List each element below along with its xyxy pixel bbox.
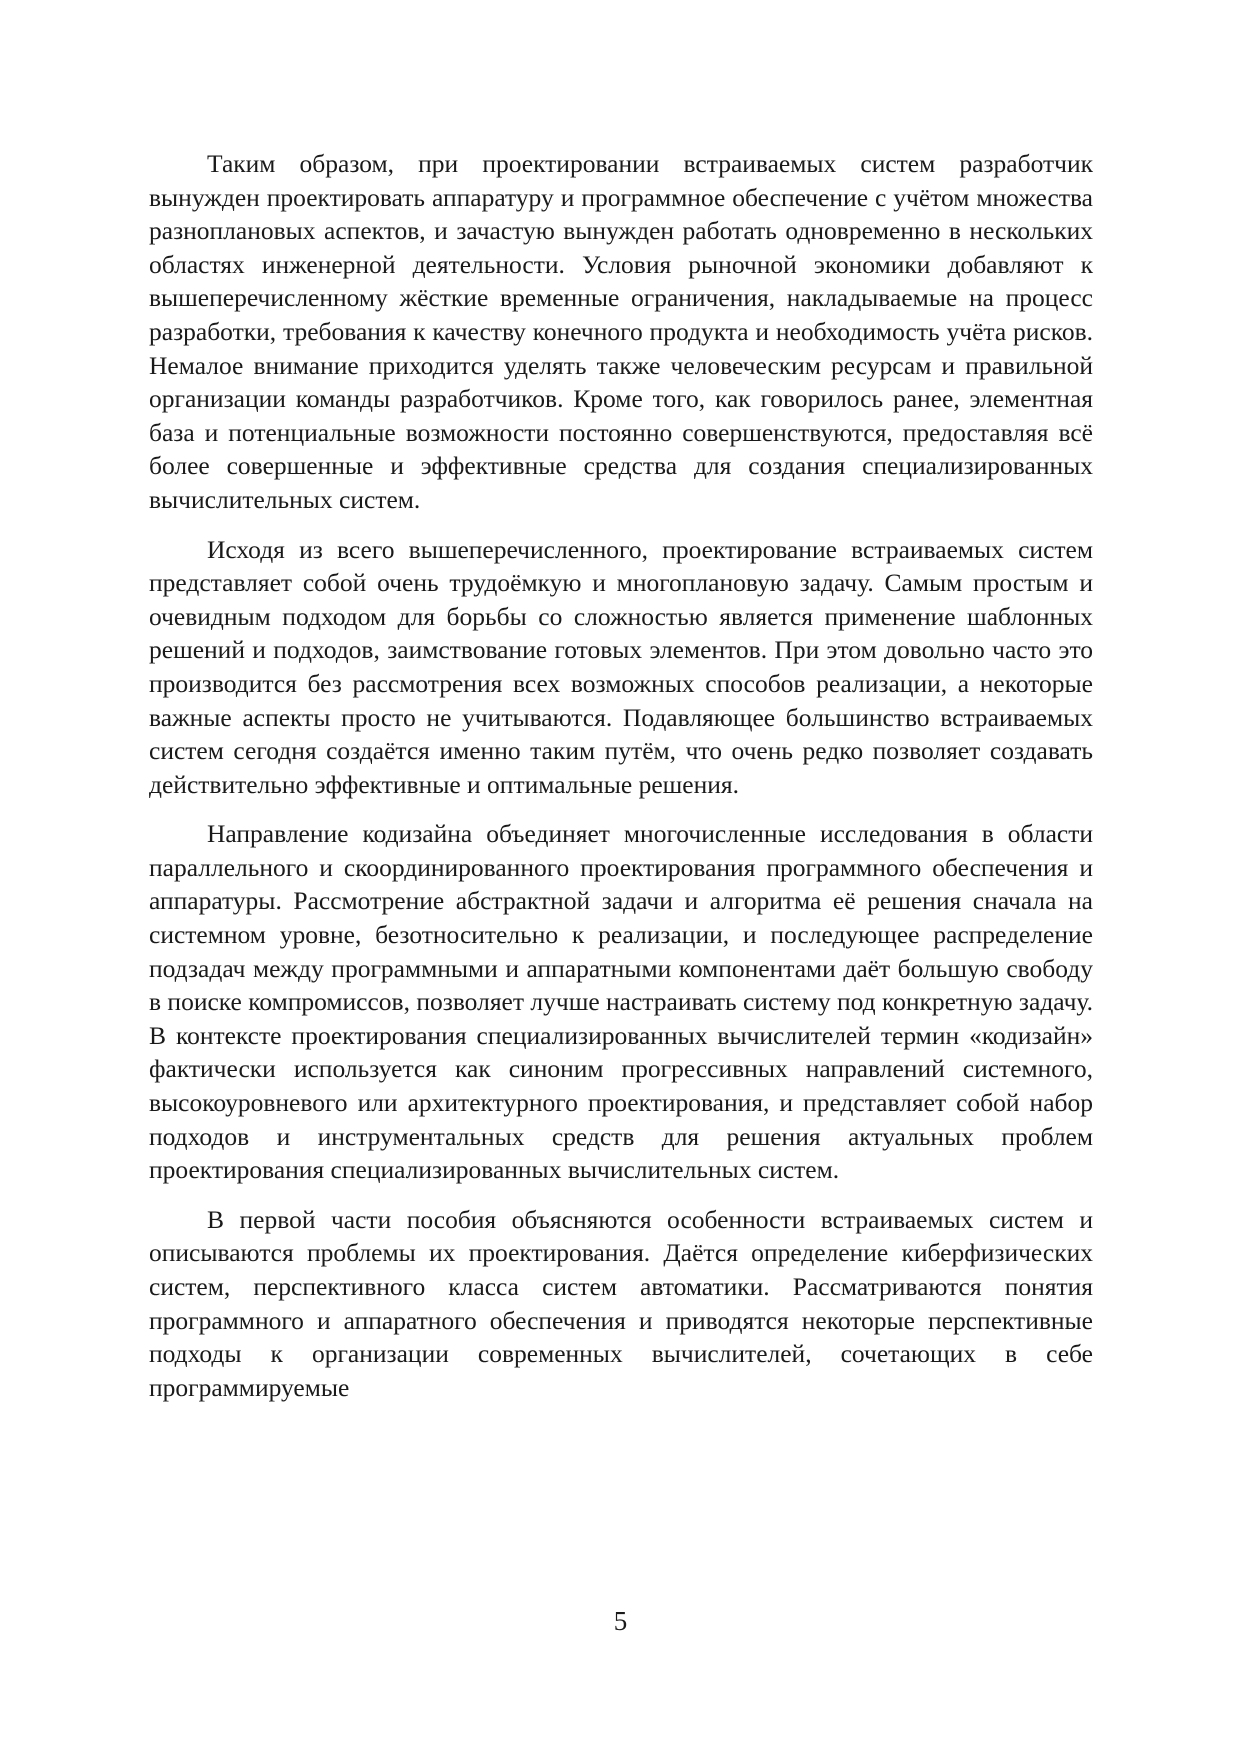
paragraph-1: Таким образом, при проектировании встраиваемых систем разработчик вынужден проектировать аппаратуру и программное обеспечение с учётом множества разноплановых аспектов, и зачастую вынужден работать одновременно в нескольких областях инженерной деятельности. Условия рыночной экономики добавляют к вышеперечисленному жёсткие временные ограничения, накладываемые на процесс разработки, требования к качеству конечного продукта и необходимость учёта рисков. Немалое внимание приходится уделять также человеческим ресурсам и правильной организации команды разработчиков. Кроме того, как говорилось ранее, элементная база и потенциальные возможности постоянно совершенствуются, предоставляя всё более совершенные и эффективные средства для создания специализированных вычислительных систем. [149,149,1093,514]
paragraph-3: Направление кодизайна объединяет многочисленные исследования в области параллельного и скоординированного проектирования программного обеспечения и аппаратуры. Рассмотрение абстрактной задачи и алгоритма её решения сначала на системном уровне, безотносительно к реализации, и последующее распределение подзадач между программными и аппаратными компонентами даёт большую свободу в поиске компромиссов, позволяет лучше настраивать систему под конкретную задачу. В контексте проектирования специализированных вычислителей термин «кодизайн» фактически используется как синоним прогрессивных направлений системного, высокоуровневого или архитектурного проектирования, и представляет собой набор подходов и инструментальных средств для решения актуальных проблем проектирования специализированных вычислительных систем. [149,819,1093,1185]
body-text [149,147,1093,1420]
page-number: 5 [613,1606,628,1636]
paragraph-4: В первой части пособия объясняются особенности встраиваемых систем и описываются проблемы их проектирования. Даётся определение киберфизических систем, перспективного класса систем автоматики. Рассматриваются понятия программного и аппаратного обеспечения и приводятся некоторые перспективные подходы к организации современных вычислителей, сочетающих в себе программируемые [149,1204,1093,1402]
paragraph-2: Исходя из всего вышеперечисленного, проектирование встраиваемых систем представляет собой очень трудоёмкую и многоплановую задачу. Самым простым и очевидным подходом для борьбы со сложностью является применение шаблонных решений и подходов, заимствование готовых элементов. При этом довольно часто это производится без рассмотрения всех возможных способов реализации, а некоторые важные аспекты просто не учитываются. Подавляющее большинство встраиваемых систем сегодня создаётся именно таким путём, что очень редко позволяет создавать действительно эффективные и оптимальные решения. [149,534,1093,799]
